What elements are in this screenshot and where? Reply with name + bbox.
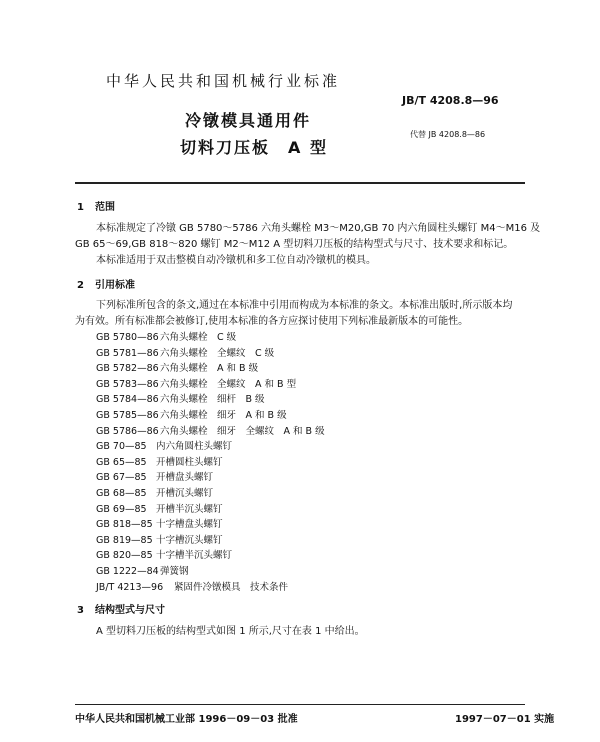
reference-code: GB 818—85 (96, 519, 153, 531)
section-number: 3 (77, 605, 84, 616)
reference-row (96, 408, 325, 424)
reference-row (96, 455, 325, 471)
replaces-standard: 代替 JB 4208.8—86 (410, 130, 486, 139)
reference-title: 六角头螺栓 A 和 B 级 (160, 363, 259, 375)
title-type: A 型 (288, 138, 328, 157)
footer-divider (75, 704, 525, 705)
header-divider (75, 182, 525, 184)
section-3-para-line: A 型切料刀压板的结构型式如图 1 所示,尺寸在表 1 中给出。 (96, 626, 365, 637)
reference-row (96, 502, 325, 518)
reference-code: GB 5784—86 (96, 394, 159, 406)
approval-statement: 中华人民共和国机械工业部 1996－09－03 批准 (75, 714, 298, 725)
reference-title: 开槽半沉头螺钉 (156, 503, 223, 515)
reference-title: 六角头螺栓 细杆 B 级 (160, 394, 265, 406)
reference-row (96, 486, 325, 502)
reference-list (96, 330, 325, 595)
reference-row (96, 564, 325, 580)
reference-title: 六角头螺栓 细牙 A 和 B 级 (160, 409, 287, 421)
reference-title: 开槽圆柱头螺钉 (156, 456, 223, 468)
reference-title: 弹簧钢 (160, 565, 189, 577)
reference-row (96, 580, 325, 596)
reference-title: 开槽盘头螺钉 (156, 472, 214, 484)
reference-code: GB 67—85 (96, 472, 147, 484)
section-number: 1 (77, 202, 84, 213)
reference-row (96, 548, 325, 564)
reference-title: 六角头螺栓 全螺纹 C 级 (160, 347, 275, 359)
reference-title: 紧固件冷镦模具 技术条件 (174, 581, 289, 593)
reference-row (96, 392, 325, 408)
reference-row (96, 361, 325, 377)
reference-title: 六角头螺栓 C 级 (160, 332, 237, 343)
reference-code: JB/T 4213—96 (96, 581, 164, 593)
section-3-title (77, 601, 165, 616)
reference-title: 十字槽盘头螺钉 (156, 519, 223, 531)
reference-code: GB 70—85 (96, 441, 147, 453)
reference-row (96, 377, 325, 393)
reference-row (96, 533, 325, 549)
section-1-para-line: 本标准规定了冷镦 GB 5780～5786 六角头螺栓 M3～M20,GB 70 内六角圆柱头螺钉 M4～M16 及 (96, 223, 541, 234)
reference-row (96, 517, 325, 533)
reference-row (96, 424, 325, 440)
section-1-para-line: 本标准适用于双击整模自动冷镦机和多工位自动冷镦机的模具。 (96, 255, 376, 266)
reference-code: GB 1222—84 (96, 565, 159, 577)
reference-code: GB 5780—86 (96, 332, 159, 343)
title-part-name: 切料刀压板 (180, 138, 271, 157)
section-title-text: 引用标准 (95, 280, 135, 291)
reference-row (96, 470, 325, 486)
reference-title: 六角头螺栓 全螺纹 A 和 B 型 (160, 378, 297, 390)
reference-title: 六角头螺栓 细牙 全螺纹 A 和 B 级 (160, 425, 325, 437)
section-2-title (77, 276, 135, 291)
reference-title: 十字槽沉头螺钉 (156, 534, 223, 546)
reference-row (96, 330, 325, 346)
section-2-para-line: 为有效。所有标准都会被修订,使用本标准的各方应探讨使用下列标准最新版本的可能性。 (75, 316, 469, 327)
reference-code: GB 5782—86 (96, 363, 159, 375)
reference-row (96, 346, 325, 362)
reference-code: GB 69—85 (96, 503, 147, 515)
section-2-para-line: 下列标准所包含的条文,通过在本标准中引用而构成为本标准的条文。本标准出版时,所示版本均 (96, 300, 513, 311)
org-standard-header: 中华人民共和国机械行业标准 (106, 72, 341, 90)
reference-title: 内六角圆柱头螺钉 (156, 441, 233, 453)
document-title-line2 (180, 135, 328, 158)
document-title-line1: 冷镦模具通用件 (185, 111, 312, 130)
reference-title: 十字槽半沉头螺钉 (156, 550, 233, 562)
standard-number: JB/T 4208.8—96 (402, 94, 499, 107)
reference-code: GB 68—85 (96, 487, 147, 499)
reference-code: GB 5786—86 (96, 425, 159, 437)
reference-code: GB 5781—86 (96, 347, 159, 359)
effective-date: 1997－07－01 实施 (455, 714, 555, 725)
section-title-text: 范围 (95, 202, 115, 213)
section-number: 2 (77, 280, 84, 291)
reference-code: GB 5785—86 (96, 409, 159, 421)
reference-code: GB 820—85 (96, 550, 153, 562)
reference-row (96, 439, 325, 455)
section-title-text: 结构型式与尺寸 (95, 605, 165, 616)
reference-code: GB 819—85 (96, 534, 153, 546)
section-1-para-line: GB 65～69,GB 818～820 螺钉 M2～M12 A 型切料刀压板的结构型式与尺寸、技术要求和标记。 (75, 239, 514, 250)
reference-code: GB 65—85 (96, 456, 147, 468)
reference-title: 开槽沉头螺钉 (156, 487, 214, 499)
section-1-title (77, 198, 115, 213)
reference-code: GB 5783—86 (96, 378, 159, 390)
